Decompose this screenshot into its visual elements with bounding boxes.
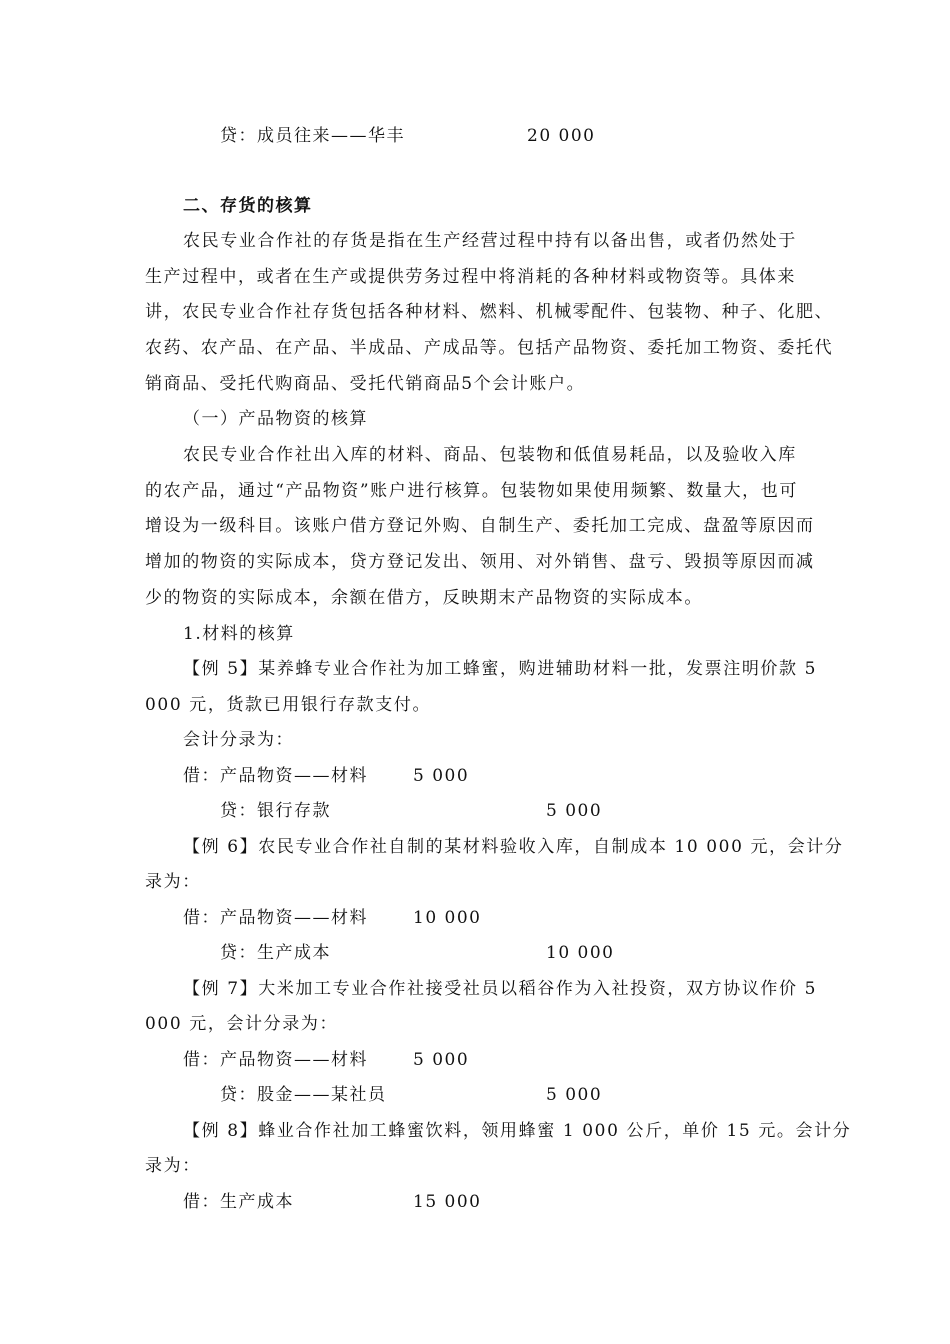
credit-amount: 10 000 xyxy=(546,943,615,963)
debit-line: 借：产品物资——材料 xyxy=(183,1050,368,1070)
paragraph-line: 讲，农民专业合作社存货包括各种材料、燃料、机械零配件、包装物、种子、化肥、 xyxy=(145,302,834,322)
paragraph-line: 生产过程中，或者在生产或提供劳务过程中将消耗的各种材料或物资等。具体来 xyxy=(145,267,796,287)
credit-line: 贷：生产成本 xyxy=(220,943,331,963)
example-line: 录为： xyxy=(145,872,201,892)
item-heading: 1.材料的核算 xyxy=(183,624,295,644)
debit-line: 借：产品物资——材料 xyxy=(183,766,368,786)
paragraph-line: 增设为一级科目。该账户借方登记外购、自制生产、委托加工完成、盘盈等原因而 xyxy=(145,516,815,536)
debit-amount: 15 000 xyxy=(413,1192,482,1212)
example-line: 000 元，货款已用银行存款支付。 xyxy=(145,695,432,715)
paragraph-line: 销商品、受托代购商品、受托代销商品5个会计账户。 xyxy=(145,374,586,394)
debit-amount: 10 000 xyxy=(413,908,482,928)
section-heading: 二、存货的核算 xyxy=(183,196,313,216)
entry-intro: 会计分录为： xyxy=(183,730,294,750)
debit-line: 借：产品物资——材料 xyxy=(183,908,368,928)
credit-amount: 5 000 xyxy=(546,1085,603,1105)
example-line: 【例 5】某养蜂专业合作社为加工蜂蜜，购进辅助材料一批，发票注明价款 5 xyxy=(183,659,818,679)
example-line: 【例 7】大米加工专业合作社接受社员以稻谷作为入社投资，双方协议作价 5 xyxy=(183,979,818,999)
paragraph-line: 农药、农产品、在产品、半成品、产成品等。包括产品物资、委托加工物资、委托代 xyxy=(145,338,834,358)
debit-line: 借：生产成本 xyxy=(183,1192,294,1212)
example-line: 【例 8】蜂业合作社加工蜂蜜饮料，领用蜂蜜 1 000 公斤，单价 15 元。会计分 xyxy=(183,1121,852,1141)
credit-line: 贷：银行存款 xyxy=(220,801,331,821)
example-line: 【例 6】农民专业合作社自制的某材料验收入库，自制成本 10 000 元，会计分 xyxy=(183,837,844,857)
paragraph-line: 农民专业合作社的存货是指在生产经营过程中持有以备出售，或者仍然处于 xyxy=(183,231,797,251)
subsection-heading: （一）产品物资的核算 xyxy=(183,409,368,429)
paragraph-line: 少的物资的实际成本，余额在借方，反映期末产品物资的实际成本。 xyxy=(145,588,703,608)
credit-line: 贷：股金——某社员 xyxy=(220,1085,387,1105)
example-line: 000 元，会计分录为： xyxy=(145,1014,339,1034)
example-line: 录为： xyxy=(145,1156,201,1176)
paragraph-line: 增加的物资的实际成本，贷方登记发出、领用、对外销售、盘亏、毁损等原因而减 xyxy=(145,552,815,572)
paragraph-line: 农民专业合作社出入库的材料、商品、包装物和低值易耗品，以及验收入库 xyxy=(183,445,797,465)
credit-amount: 5 000 xyxy=(546,801,603,821)
paragraph-line: 的农产品，通过“产品物资”账户进行核算。包装物如果使用频繁、数量大，也可 xyxy=(145,481,798,501)
debit-amount: 5 000 xyxy=(413,766,470,786)
debit-amount: 5 000 xyxy=(413,1050,470,1070)
credit-line: 贷：成员往来——华丰 xyxy=(220,126,405,146)
credit-amount: 20 000 xyxy=(527,126,596,146)
